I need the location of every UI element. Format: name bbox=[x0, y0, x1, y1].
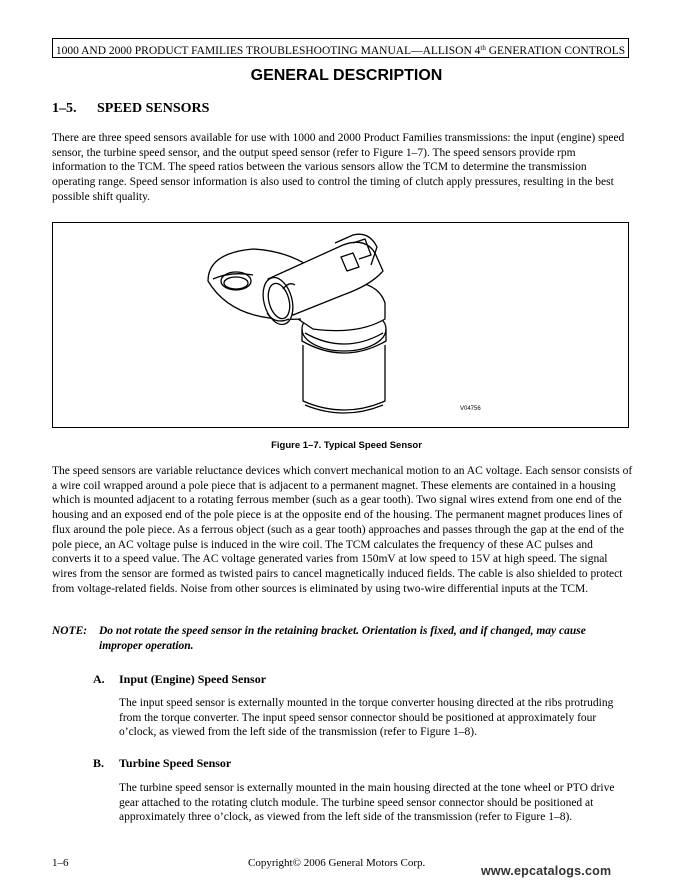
watermark-url: www.epcatalogs.com bbox=[481, 864, 612, 878]
body-paragraph: The speed sensors are variable reluctance devices which convert mechanical motion to an AC voltage. Each sensor consists of a wire coil wrapped around a pole piece that is adjacent to a permanent magnet. These elements are contained in a housing which is mounted adjacent to a rotating ferrous member (such as a gear tooth). Two signal wires extend from one end of the housing and an exposed end of the pole piece is at the opposite end of the housing. The permanent magnet produces lines of flux around the pole piece. As a ferrous object (such as a gear tooth) approaches and passes through the gap at the end of the pole piece, an AC voltage pulse is induced in the wire coil. The TCM calculates the frequency of these AC pulses and converts it to a speed value. The AC voltage generated varies from 150mV at low speed to 15V at high speed. The signal wires from the sensor are formed as twisted pairs to cancel magnetically induced fields. The cable is also shielded to protect from voltage-related fields. Noise from other sources is eliminated by using two-wire differential inputs at the TCM. bbox=[52, 465, 633, 595]
intro-paragraph: There are three speed sensors available for use with 1000 and 2000 Product Families transmissions: the input (engine) speed sensor, the turbine speed sensor, and the output speed sensor (refer to Figure 1–7). The speed sensors provide rpm information to the TCM. The speed ratios between the various sensors allow the TCM to determine the transmission operating range. Speed sensor information is also used to control the timing of clutch apply pressures, resulting in the best possible shift quality. bbox=[52, 132, 625, 203]
header-text-end: GENERATION CONTROLS bbox=[485, 45, 626, 57]
running-header bbox=[52, 38, 629, 58]
page-title: GENERAL DESCRIPTION bbox=[250, 67, 443, 84]
subsection-a-title: Input (Engine) Speed Sensor bbox=[119, 672, 267, 686]
header-text: 1000 AND 2000 PRODUCT FAMILIES TROUBLESHOOTING MANUAL—ALLISON 4 bbox=[55, 45, 481, 57]
note-block bbox=[52, 624, 632, 653]
figure-frame bbox=[52, 222, 629, 428]
section-heading bbox=[52, 101, 209, 117]
figure-caption: Figure 1–7. Typical Speed Sensor bbox=[271, 440, 422, 451]
subsection-a-text: The input speed sensor is externally mounted in the torque converter housing directed at the ribs protruding from the torque converter. The input speed sensor connector should be positioned at approximately four o’clock, as viewed from the left side of the transmission (refer to Figure 1–8). bbox=[119, 697, 614, 739]
subsection-b-letter: B. bbox=[93, 756, 105, 770]
subsection-a-heading bbox=[93, 672, 266, 687]
note-text: Do not rotate the speed sensor in the retaining bracket. Orientation is fixed, and if changed, may cause improper operation. bbox=[99, 625, 586, 652]
header-superscript: th bbox=[480, 44, 486, 52]
copyright-text: Copyright© 2006 General Motors Corp. bbox=[248, 857, 426, 869]
subsection-b-heading bbox=[93, 756, 231, 771]
note-label: NOTE: bbox=[52, 625, 88, 637]
subsection-b-text: The turbine speed sensor is externally mounted in the main housing directed at the tone wheel or PTO drive gear attached to the rotating clutch module. The turbine speed sensor connector should be positioned at approximately three o’clock, as viewed from the left side of the transmission (refer to Figure 1–8). bbox=[119, 782, 615, 824]
subsection-a-letter: A. bbox=[93, 672, 105, 686]
section-number: 1–5. bbox=[52, 101, 77, 116]
subsection-b-title: Turbine Speed Sensor bbox=[119, 756, 232, 770]
figure-code: V04756 bbox=[460, 406, 481, 412]
speed-sensor-illustration bbox=[53, 223, 630, 429]
page-number: 1–6 bbox=[52, 857, 69, 869]
section-title: SPEED SENSORS bbox=[97, 101, 210, 116]
